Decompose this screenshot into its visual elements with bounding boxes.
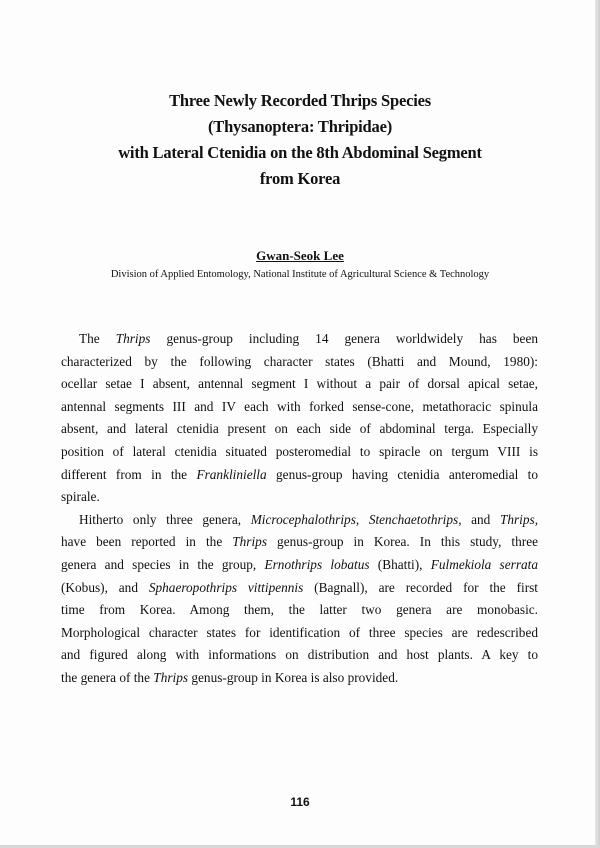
text-line: different from in the Frankliniella genus-group having ctenidia anteromedial to	[61, 466, 539, 482]
text-line: position of lateral ctenidia situated posteromedial to spiracle on tergum VIII is	[61, 443, 538, 459]
text-line: absent, and lateral ctenidia present on each side of abdominal terga. Especially	[61, 421, 538, 437]
text-line: Hitherto only three genera, Microcephalothrips, Stenchaetothrips, and Thrips,	[79, 511, 539, 527]
text-line: spirale.	[61, 489, 100, 505]
text-line: ocellar setae I absent, antennal segment I without a pair of dorsal apical setae,	[61, 376, 538, 392]
title-line: with Lateral Ctenidia on the 8th Abdominal Segment	[118, 143, 482, 162]
text-line: antennal segments III and IV each with forked sense-cone, metathoracic spinula	[61, 398, 538, 414]
text-line: the genera of the Thrips genus-group in Korea is also provided.	[61, 669, 399, 685]
paper-title	[0, 88, 600, 192]
author-affiliation: Division of Applied Entomology, National Institute of Agricultural Science & Technology	[110, 269, 490, 280]
abstract-body	[61, 328, 538, 690]
paragraph-1	[61, 328, 538, 509]
text-line: and figured along with informations on distribution and host plants. A key to	[61, 647, 538, 663]
text-line: Morphological character states for identification of three species are redescribed	[61, 624, 538, 640]
page-number: 116	[290, 795, 310, 809]
author-name: Gwan-Seok Lee	[256, 248, 344, 263]
text-line: have been reported in the Thrips genus-group in Korea. In this study, three	[61, 534, 539, 550]
text-line: time from Korea. Among them, the latter two genera are monobasic.	[61, 602, 538, 618]
title-line: from Korea	[259, 169, 341, 188]
text-line: The Thrips genus-group including 14 genera worldwidely has been	[79, 331, 538, 346]
paragraph-2	[61, 509, 538, 690]
page-edge-shadow	[595, 0, 600, 848]
title-line: (Thysanoptera: Thripidae)	[207, 117, 392, 136]
text-line: (Kobus), and Sphaeropothrips vittipennis (Bagnall), are recorded for the first	[61, 579, 538, 595]
text-line: genera and species in the group, Ernothrips lobatus (Bhatti), Fulmekiola serrata	[61, 556, 538, 572]
title-line: Three Newly Recorded Thrips Species	[169, 91, 431, 110]
text-line: characterized by the following character states (Bhatti and Mound, 1980):	[61, 353, 538, 369]
